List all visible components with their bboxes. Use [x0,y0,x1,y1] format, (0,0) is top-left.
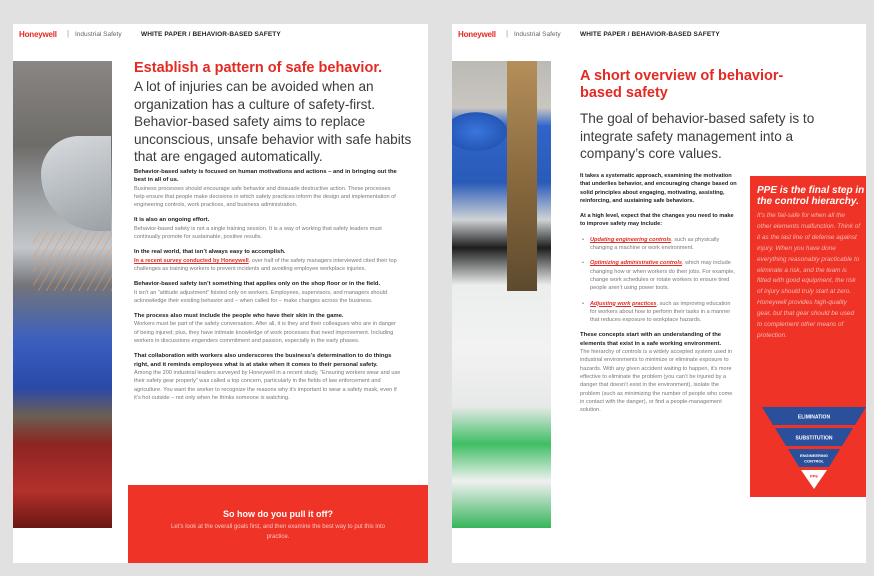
section-title: Behavior-based safety isn’t something that applies only on the shop floor or in the field. [134,281,381,288]
list-item [580,259,737,292]
breadcrumb: WHITE PAPER / BEHAVIOR-BASED SAFETY [141,31,281,38]
body-text [580,172,737,414]
bullet-icon: • [582,260,584,267]
honeywell-logo: Honeywell [458,30,496,39]
bullet-icon: • [582,300,584,307]
section [134,280,402,305]
callout-text: It’s the fail-safe for when all the other elements malfunction. Think of it as the last line of defense against injury. When you have done everything reasonably practicable to eliminate a risk, and the team is fitted with good equipment, the risk of injury should truly start at zero. Honeywell provides high-quality gear, but that gear should be used to complement other means of protection. [757,212,861,339]
list-text: , such as physically changing a machine or work environment. [590,236,720,252]
header-separator: | [506,29,509,38]
hierarchy-of-controls-pyramid [762,405,866,490]
section [134,216,402,241]
callout-title: PPE is the final step in the control hierarchy. [757,185,865,207]
list-item [580,300,737,325]
list-term[interactable]: Optimizing administrative controls [590,260,682,267]
intro-text: It takes a systematic approach, examining the motivation that underlies behavior, and encouraging change based on solid principles about engaging, motivating, assisting, reinforcing, and sustaining safe behaviors. [580,173,737,204]
section [134,168,402,209]
pyramid-label: ENGINEERING [799,453,829,458]
breadcrumb: WHITE PAPER / BEHAVIOR-BASED SAFETY [580,31,720,38]
list-text: , which may include changing how or when workers do their jobs. For example, change work schedules or rotate workers to ensure tired people aren’t using power tools. [590,260,735,292]
cta-title: So how do you pull it off? [223,509,333,519]
list-item [580,236,737,253]
ppe-callout [750,176,866,497]
page-header [452,28,866,44]
survey-link[interactable]: In a recent survey conducted by Honeywell [134,257,249,264]
bullet-icon: • [582,236,584,243]
cta-banner [128,485,428,563]
left-page [13,24,428,563]
section-title: In the real world, that isn’t always easy to accomplish. [134,249,286,256]
page-title: A short overview of behavior-based safety [580,68,784,101]
right-page [452,24,866,563]
section-text: The hierarchy of controls is a widely accepted system used in industrial environments to minimize or eliminate exposure to hazards. With any given accident waiting to happen, it’s more effective to eliminate the problem (you can’t be injured by a danger that doesn’t exist in the environment), isolate the problem (such as minimizing the number of people who come in contact with the danger), or find a people-management solution. [580,349,733,414]
lead-paragraph: The goal of behavior-based safety is to integrate safety management into a company’s core values. [580,111,815,161]
section-text: Workers must be part of the safety conversation. After all, it is they and their colleagues who are in danger of being injured; plus, they have intimate knowledge of work processes that need improvement. Including workers in discussions engenders commitment and passion, especially in the early phases. [134,321,397,345]
welder-photo [13,61,112,528]
pyramid-label: SUBSTITUTION [795,435,833,442]
pyramid-label: CONTROL [804,458,824,464]
section [134,312,402,345]
section-title: It is also an ongoing effort. [134,217,210,224]
section-title: The process also must include the people who have their skin in the game. [134,313,344,320]
division-label: Industrial Safety [514,31,561,38]
honeywell-logo: Honeywell [19,30,57,39]
section-text: Business processes should encourage safe behavior and dissuade destructive action. These processes help ensure that people make decisions in which safety practices inform the design and implementation of engineering controls, work practices, and business administration. [134,185,396,209]
cta-text: Let’s look at the overall goals first, and then examine the best way to put this into practice. [170,524,385,540]
lead-paragraph: A lot of injuries can be avoided when an organization has a culture of safety-first. Behavior-based safety aims to replace unconscious, unsafe behavior with safe habits that are engaged automatically. [134,79,412,164]
section-title: Behavior-based safety is focused on human motivations and actions – and in bringing out the best in all of us. [134,169,397,184]
section-title: These concepts start with an understanding of the elements that exist in a safe working environment. [580,332,722,347]
page-title: Establish a pattern of safe behavior. [134,60,383,76]
section-title: That collaboration with workers also underscores the business’s determination to do things right, and it reminds employees what is at stake when it comes to their personal safety. [134,353,392,368]
section [134,352,402,402]
section-text: It isn’t an “attitude adjustment” foisted only on workers. Employees, supervisors, and managers should acknowledge their existing behavior and – when called for – make changes across the business. [134,289,388,304]
section-text: Among the 200 industrial leaders surveyed by Honeywell in a recent study, “Ensuring workers wear and use their safety gear properly” was called a top concern, particularly in the fields of law enforcement and agriculture. You want the worker to recognize the reasons why it’s important to wear a safety mask, even if it’s hot outside – not only when he thinks someone is watching. [134,369,401,401]
header-separator: | [67,29,70,38]
list-term[interactable]: Adjusting work practices [590,300,657,307]
division-label: Industrial Safety [75,31,122,38]
body-text [134,168,402,409]
pyramid-label: ELIMINATION [797,414,831,421]
list-text: , such as improving education for workers about how to perform their tasks in a manner that reduces exposure to workplace hazards. [590,300,731,324]
section-text-rest: , over half of the safety managers interviewed cited their top challenges as training workers to prevent incidents and avoiding employee workplace injuries. [134,257,397,272]
pyramid-label: PPE [809,473,819,479]
list-intro: At a high level, expect that the changes you need to make to improve safety may include: [580,213,734,228]
change-list [580,236,737,325]
section-text [134,257,402,274]
list-term[interactable]: Updating engineering controls [590,236,672,243]
section [134,248,402,273]
section-text: Behavior-based safety is not a single training session. It is a way of working that safety leaders must continually promote for sustainable, positive results. [134,225,382,241]
hazmat-worker-photo [452,61,551,528]
page-header [13,28,428,44]
